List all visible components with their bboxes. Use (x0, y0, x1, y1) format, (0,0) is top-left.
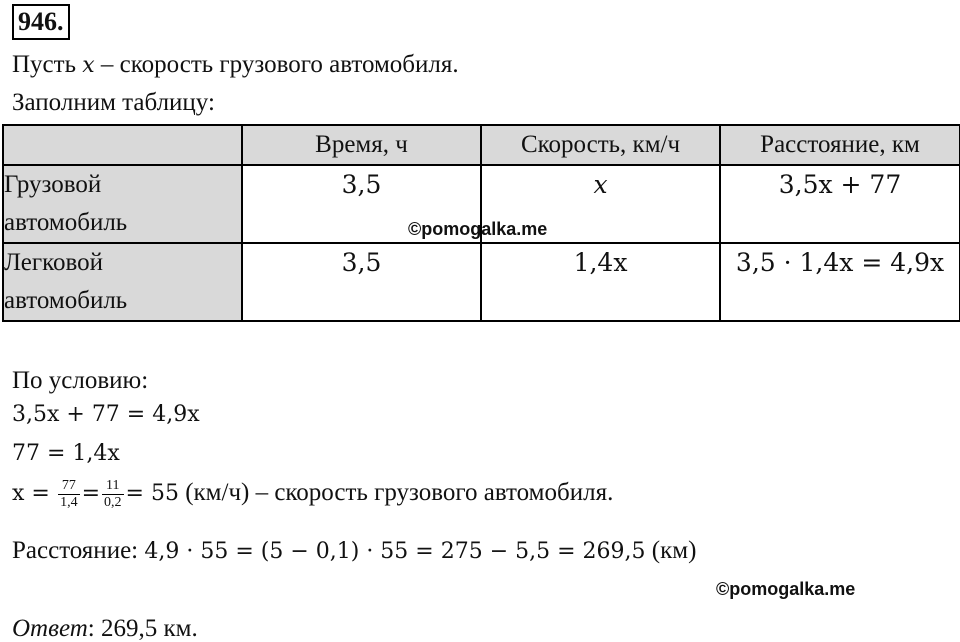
distance-label: Расстояние: (12, 537, 145, 564)
answer-label: Ответ (12, 615, 88, 642)
cell-car-distance: 3,5 · 1,4x = 4,9x (720, 243, 960, 321)
fill-table-line: Заполним таблицу: (12, 89, 215, 116)
let-prefix: Пусть (12, 51, 83, 78)
by-condition-line: По условию: (12, 367, 149, 394)
watermark-bottom: ©pomogalka.me (716, 579, 856, 599)
cell-truck-distance: 3,5x + 77 (720, 165, 960, 243)
row-label-line1: Легковой (4, 249, 104, 276)
frac2-denominator: 0,2 (104, 495, 122, 510)
cell-car-time: 3,5 (242, 243, 481, 321)
distance-line (12, 538, 696, 563)
row-label-line2: автомобиль (4, 209, 128, 236)
table-header-speed: Скорость, км/ч (481, 125, 720, 165)
table-header-distance: Расстояние, км (720, 125, 960, 165)
frac1-denominator: 1,4 (60, 495, 78, 510)
equation-2: 77 = 1,4x (12, 441, 120, 466)
let-variable: x (82, 53, 95, 78)
let-suffix: – скорость грузового автомобиля. (94, 51, 459, 78)
eq3-unit: (км/ч) – скорость грузового автомобиля. (178, 479, 614, 507)
watermark-table: ©pomogalka.me (408, 219, 548, 239)
intro-let-line (12, 52, 459, 77)
answer-text: : 269,5 км. (87, 615, 198, 642)
problem-number: 946. (12, 4, 70, 40)
equation-3: x = $\frac{77}{1,4}$ = $\frac{11}{0,2}$ = 55 (км/ч) – скорость грузового автомобиля. (12, 478, 614, 510)
equation-1: 3,5x + 77 = 4,9x (12, 402, 200, 427)
cell-car-speed: 1,4x (481, 243, 720, 321)
table-header-empty (3, 125, 242, 165)
fraction-11-over-0-2 (102, 478, 124, 511)
row-label-line2: автомобиль (4, 287, 128, 314)
distance-expression: 4,9 · 55 = (5 − 0,1) · 55 = 275 − 5,5 = 269,5 (144, 539, 646, 564)
eq3-lhs: x = (12, 481, 50, 507)
table-header-row (3, 125, 960, 165)
row-label-car (3, 243, 242, 321)
table-row (3, 243, 960, 321)
row-label-truck (3, 165, 242, 243)
table-header-time: Время, ч (242, 125, 481, 165)
cell-truck-speed: x (481, 165, 720, 243)
answer-line (12, 616, 198, 641)
eq3-value: = 55 (125, 481, 179, 507)
cell-truck-time: 3,5 (242, 165, 481, 243)
frac1-numerator: 77 (58, 478, 80, 495)
distance-unit: (км) (645, 537, 697, 564)
fraction-77-over-1-4 (58, 478, 80, 511)
frac2-numerator: 11 (102, 478, 124, 495)
row-label-line1: Грузовой (4, 171, 102, 198)
